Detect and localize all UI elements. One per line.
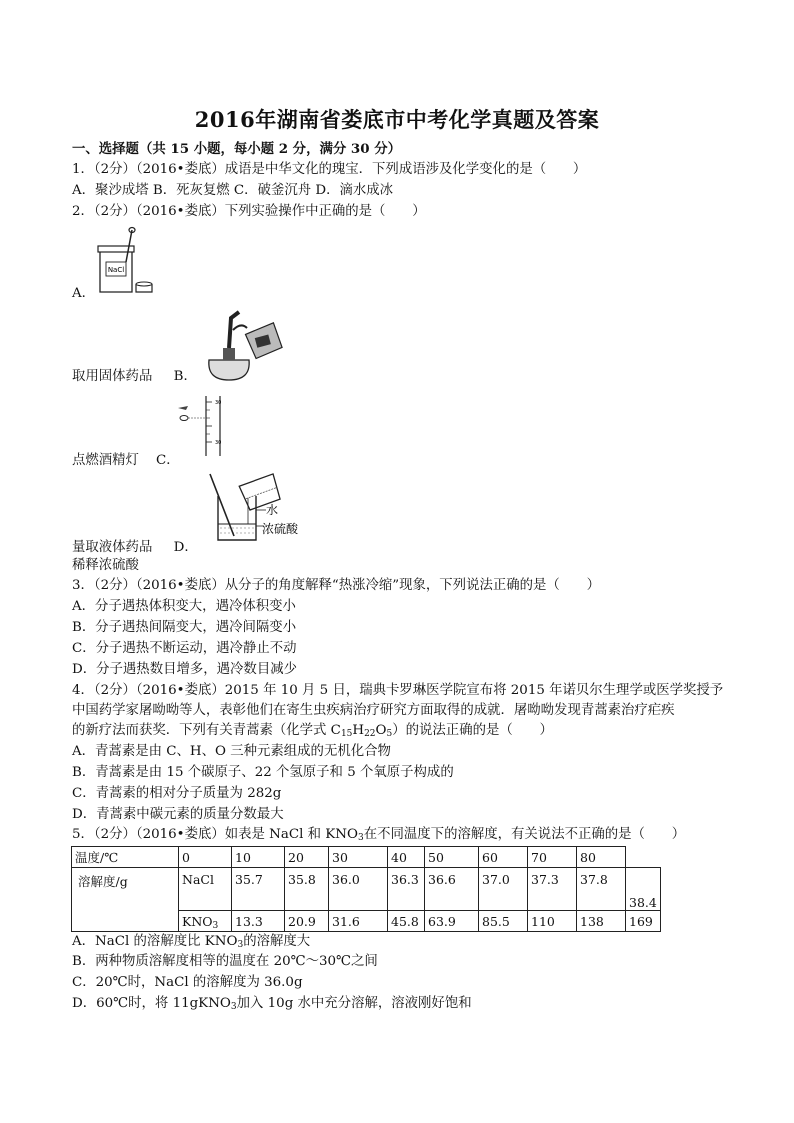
figure-d-water-label: 水 [266,503,279,517]
kno3-value: 110 [528,911,577,932]
q2-c-caption-text: 量取液体药品 [72,540,153,555]
table-empty-cell [626,847,661,868]
q1-stem: 1．（2分）（2016•娄底）成语是中华文化的瑰宝．下列成语涉及化学变化的是（ ） [72,162,587,177]
table-header-label: 温度/℃ [72,847,179,868]
nacl-value: 36.3 [388,868,425,911]
table-temp: 50 [425,847,479,868]
q5-stem-sub: 3 [358,833,364,843]
q3-option-b: B．分子遇热间隔变大，遇冷间隔变小 [72,620,297,635]
solubility-table [71,846,661,932]
q4-formula-sub-o: 5 [386,729,393,739]
figure-d-beaker-icon [204,470,308,548]
q4-formula-o: O [375,723,387,738]
page-title: 2016年湖南省娄底市中考化学真题及答案 [194,107,600,132]
q2-b-label: B． [173,369,197,384]
q5-option-a [72,933,310,951]
q5-option-d-sub: 3 [230,1002,237,1012]
q4-stem-line1: 4．（2分）（2016•娄底）2015 年 10 月 5 日，瑞典卡罗琳医学院宣布将 2015 年诺贝尔生理学或医学奖授予 [72,683,724,698]
table-temp: 70 [528,847,577,868]
table-temp: 10 [232,847,285,868]
q2-d-caption: 稀释浓硫酸 [72,558,139,573]
figure-d-acid-label: 浓硫酸 [262,522,299,536]
figure-a-label: NaCl [107,266,125,274]
q5-option-d-tail: 加入 10g 水中充分溶解，溶液刚好饱和 [236,996,472,1011]
q4-stem-line2: 中国药学家屠呦呦等人，表彰他们在寄生虫疾病治疗研究方面取得的成就．屠呦呦发现青蒿素治疗疟疾 [72,703,675,718]
table-row-label: 溶解度/g [72,868,179,932]
table-temp: 40 [388,847,425,868]
figure-b-lamp-icon [203,308,283,384]
q5-option-d-text: D．60℃时，将 11gKNO [72,996,231,1011]
q4-formula-sub-h: 22 [364,729,376,739]
q2-d-label: D． [173,540,198,555]
q4-stem-text: 的新疗法而获奖．下列有关青蒿素（化学式 C [72,723,341,738]
table-temp: 60 [479,847,528,868]
nacl-value: 37.8 [577,868,626,911]
figure-c-mark-top: 30 [215,400,222,406]
nacl-value: 37.3 [528,868,577,911]
nacl-value: 36.0 [329,868,388,911]
q2-c-caption [72,539,198,557]
q4-stem-tail: ）的说法正确的是（ ） [392,723,553,738]
table-temp: 80 [577,847,626,868]
kno3-label-sub: 3 [212,920,219,931]
nacl-value: 35.7 [232,868,285,911]
q3-stem: 3．（2分）（2016•娄底）从分子的角度解释“热涨冷缩”现象，下列说法正确的是（ ） [72,578,600,593]
kno3-value: 138 [577,911,626,932]
q2-b-caption-text: 点燃酒精灯 [72,453,139,468]
q5-option-b: B．两种物质溶解度相等的温度在 20℃～30℃之间 [72,954,378,969]
nacl-value: 36.6 [425,868,479,911]
q4-option-c: C．青蒿素的相对分子质量为 282g [72,786,282,801]
q5-stem-tail: 在不同温度下的溶解度，有关说法不正确的是（ ） [363,827,686,842]
kno3-value: 31.6 [329,911,388,932]
q5-option-d [72,995,472,1013]
q3-option-d: D．分子遇热数目增多，遇冷数目减少 [72,662,297,677]
q3-option-a: A．分子遇热体积变大，遇冷体积变小 [72,599,296,614]
table-temp: 30 [329,847,388,868]
kno3-value: 85.5 [479,911,528,932]
figure-a-jar-icon [92,226,162,298]
section-heading: 一、选择题（共 15 小题，每小题 2 分，满分 30 分） [72,141,401,157]
kno3-value: 13.3 [232,911,285,932]
q2-a-label: A． [72,286,96,301]
q4-option-b: B．青蒿素是由 15 个碳原子、22 个氢原子和 5 个氧原子构成的 [72,765,454,780]
q5-option-a-tail: 的溶解度大 [243,934,311,949]
kno3-value: 20.9 [285,911,329,932]
nacl-value: 38.4 [626,868,661,911]
q5-option-a-sub: 3 [237,940,244,950]
table-temp: 20 [285,847,329,868]
table-row [72,868,661,911]
table-row [72,847,661,868]
nacl-value: 37.0 [479,868,528,911]
q2-c-label: C． [155,453,180,468]
figure-c-mark-bottom: 30 [215,440,222,446]
q2-a-caption [72,368,197,386]
q2-a-caption-text: 取用固体药品 [72,369,153,384]
q4-formula-h: H [352,723,365,738]
figure-c-cylinder-icon [176,394,236,458]
q3-option-c: C．分子遇热不断运动，遇冷静止不动 [72,641,297,656]
q4-option-a: A．青蒿素是由 C、H、O 三种元素组成的无机化合物 [72,744,391,759]
q1-options: A．聚沙成塔 B．死灰复燃 C．破釜沉舟 D．滴水成冰 [72,183,394,198]
nacl-label: NaCl [179,868,232,911]
kno3-value: 45.8 [388,911,425,932]
q4-stem-line3 [72,722,553,740]
kno3-label [179,911,232,932]
q4-option-d: D．青蒿素中碳元素的质量分数最大 [72,807,284,822]
q5-stem [72,826,685,844]
kno3-label-text: KNO [182,913,213,929]
q5-stem-text: 5．（2分）（2016•娄底）如表是 NaCl 和 KNO [72,827,358,842]
q5-option-a-text: A．NaCl 的溶解度比 KNO [72,934,238,949]
table-temp: 0 [179,847,232,868]
nacl-value: 35.8 [285,868,329,911]
q4-formula-sub-c: 15 [340,729,353,739]
kno3-value: 169 [626,911,661,932]
q2-b-caption [72,452,180,470]
kno3-value: 63.9 [425,911,479,932]
q2-stem: 2．（2分）（2016•娄底）下列实验操作中正确的是（ ） [72,204,426,219]
q5-option-c: C．20℃时，NaCl 的溶解度为 36.0g [72,975,303,990]
